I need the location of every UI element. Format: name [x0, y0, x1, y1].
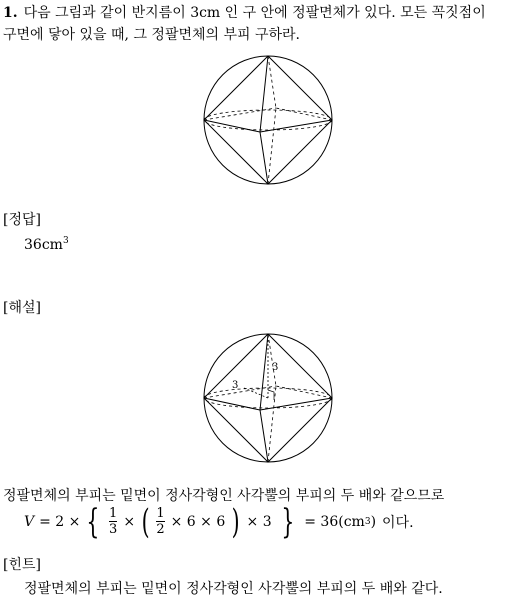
back-edge-right-2 [276, 386, 332, 398]
frac2-num: 1 [156, 506, 165, 521]
back-edge-bottom-2 [268, 386, 276, 462]
solution-text: 정팔면체의 부피는 밑면이 정사각형인 사각뿔의 부피의 두 배와 같으므로 [3, 488, 445, 504]
formula-brace-close: } [280, 502, 294, 542]
back-edge-top-2 [268, 334, 279, 386]
horizontal-radius-line [244, 388, 268, 398]
formula-eq1: = 2 × [39, 514, 81, 530]
horizontal-radius-label: 3 [232, 380, 239, 391]
problem-text-1: 다음 그림과 같이 반지름이 3cm 인 구 안에 정팔면체가 있다. 모든 꼭짓점이 [23, 5, 486, 21]
octahedron-outer-edges [204, 56, 332, 184]
formula-result-close: ) [370, 514, 377, 530]
formula-brace-open: { [86, 502, 100, 542]
problem-number: 1. [3, 5, 18, 21]
formula-paren-close: ) [231, 502, 240, 542]
frac1-num: 1 [109, 506, 118, 521]
hint-label: [힌트] [3, 557, 41, 573]
front-edge-top-2 [260, 334, 268, 410]
front-edge-left [204, 120, 260, 132]
formula-paren-open: ( [141, 502, 150, 542]
problem-line-1 [3, 4, 486, 22]
solution-figure [200, 330, 336, 466]
formula-result: = 36(cm [304, 514, 365, 530]
solution-formula: V = 2 × { $\frac{1}{3}$ × ( $\frac{1}{2}$ × 6 × 6 ) × 3 } = 36(cm 3 ) 이다. [24, 502, 414, 542]
solution-label: [해설] [3, 300, 41, 316]
formula-times1: × [123, 514, 136, 530]
formula-fraction-1 [109, 507, 117, 537]
formula-lhs: V [24, 514, 35, 530]
vertical-radius-label: 3 [272, 362, 279, 373]
front-edge-bottom [260, 132, 268, 184]
sphere-outline [204, 56, 332, 184]
front-edge-top [260, 56, 268, 132]
formula-suffix: 이다. [382, 515, 414, 531]
formula-fraction-2 [156, 507, 164, 537]
frac2-den: 2 [156, 522, 165, 537]
back-edge-right [276, 108, 332, 120]
answer-exponent: 3 [62, 236, 69, 246]
answer-value [24, 236, 69, 254]
back-edge-top [268, 56, 276, 108]
right-angle-mark [268, 390, 274, 400]
answer-value-text: 36cm [24, 237, 63, 253]
front-edge-bottom-2 [260, 410, 268, 462]
hint-text: 정팔면체의 부피는 밑면이 정사각형인 사각뿔의 부피의 두 배와 같다. [24, 581, 443, 597]
equator-ellipse [204, 110, 332, 130]
octahedron-figure [200, 52, 336, 188]
answer-label: [정답] [3, 212, 41, 228]
front-edge-left-2 [204, 398, 260, 410]
back-edge-bottom [268, 108, 276, 184]
frac1-den: 3 [109, 522, 118, 537]
formula-inner: × 6 × 6 [170, 514, 226, 530]
formula-times2: × 3 [246, 514, 272, 530]
problem-line-2: 구면에 닿아 있을 때, 그 정팔면체의 부피 구하라. [3, 27, 301, 43]
